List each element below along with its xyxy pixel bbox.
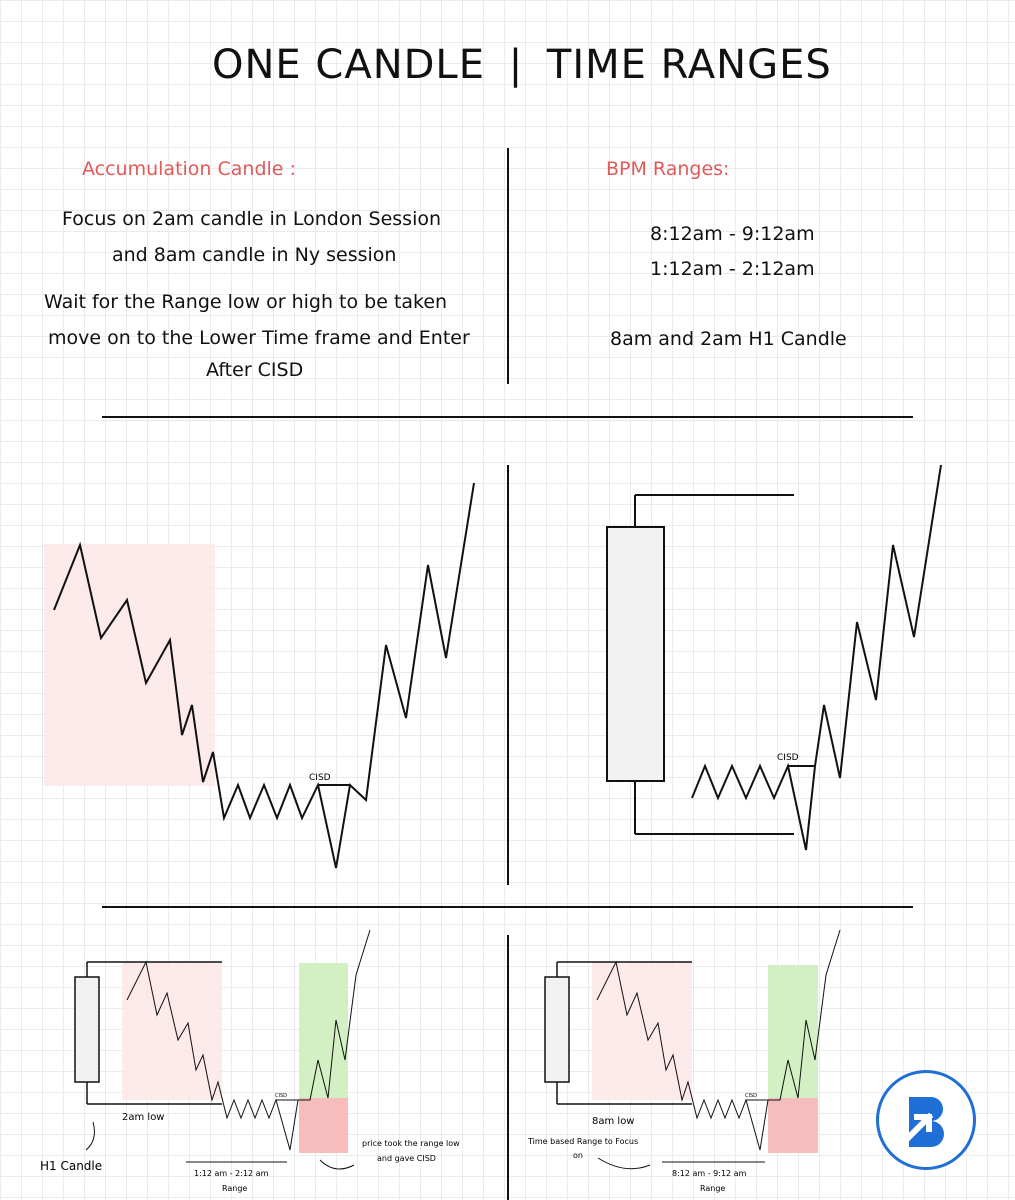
low-label-3: 2am low — [122, 1112, 165, 1123]
cisd-label-4: CISD — [745, 1093, 757, 1099]
h1-candle-body — [607, 527, 664, 781]
diagram-h1-candle — [607, 465, 941, 850]
red-zone-3 — [299, 1098, 348, 1153]
h1-candle-body-4 — [545, 977, 569, 1082]
h1-candle-body-3 — [75, 977, 99, 1082]
range-word-3: Range — [222, 1184, 248, 1193]
left-line-3: Wait for the Range low or high to be taken — [44, 291, 448, 313]
accumulation-heading: Accumulation Candle : — [82, 158, 296, 180]
h1-candle-note: 8am and 2am H1 Candle — [610, 328, 847, 350]
range-word-4: Range — [700, 1184, 726, 1193]
diagram-london-example — [40, 930, 460, 1193]
diagram-accumulation-range — [44, 483, 474, 868]
red-zone-4 — [768, 1098, 818, 1153]
cisd-label-1: CISD — [309, 773, 331, 783]
range-box-3 — [122, 962, 222, 1100]
cisd-label-2: CISD — [777, 753, 799, 763]
title-right: TIME RANGES — [546, 42, 832, 88]
price-path-2 — [692, 465, 941, 850]
bybit-logo-icon — [876, 1070, 976, 1170]
diagram-ny-example — [527, 930, 840, 1193]
range-time-3: 1:12 am - 2:12 am — [194, 1169, 269, 1178]
note-line2-3: and gave CISD — [377, 1154, 436, 1163]
note-line1-4: Time based Range to Focus — [528, 1137, 639, 1146]
range-box-4 — [592, 962, 692, 1100]
note-line2-4: on — [573, 1151, 583, 1160]
left-line-5: After CISD — [206, 359, 304, 381]
title-left: ONE CANDLE — [212, 42, 485, 88]
range-time-4: 8:12 am - 9:12 am — [672, 1169, 747, 1178]
bpm-heading: BPM Ranges: — [606, 158, 730, 180]
left-line-4: move on to the Lower Time frame and Enter — [48, 327, 470, 349]
cisd-label-3: CISD — [275, 1093, 287, 1099]
left-line-2: and 8am candle in Ny session — [112, 244, 397, 266]
h1-candle-label-3: H1 Candle — [40, 1159, 103, 1173]
low-label-4: 8am low — [592, 1116, 635, 1127]
range-2: 1:12am - 2:12am — [650, 258, 815, 280]
candle-pointer-curve — [86, 1122, 94, 1150]
note-pointer-curve-4 — [598, 1158, 650, 1169]
range-1: 8:12am - 9:12am — [650, 223, 815, 245]
green-zone-3 — [299, 963, 348, 1098]
left-line-1: Focus on 2am candle in London Session — [62, 208, 442, 230]
note-line1-3: price took the range low — [362, 1139, 460, 1148]
logo-glyph — [879, 1073, 973, 1167]
note-pointer-curve-3 — [320, 1160, 354, 1169]
accumulation-range-box — [44, 544, 215, 786]
title-separator: | — [508, 42, 524, 88]
